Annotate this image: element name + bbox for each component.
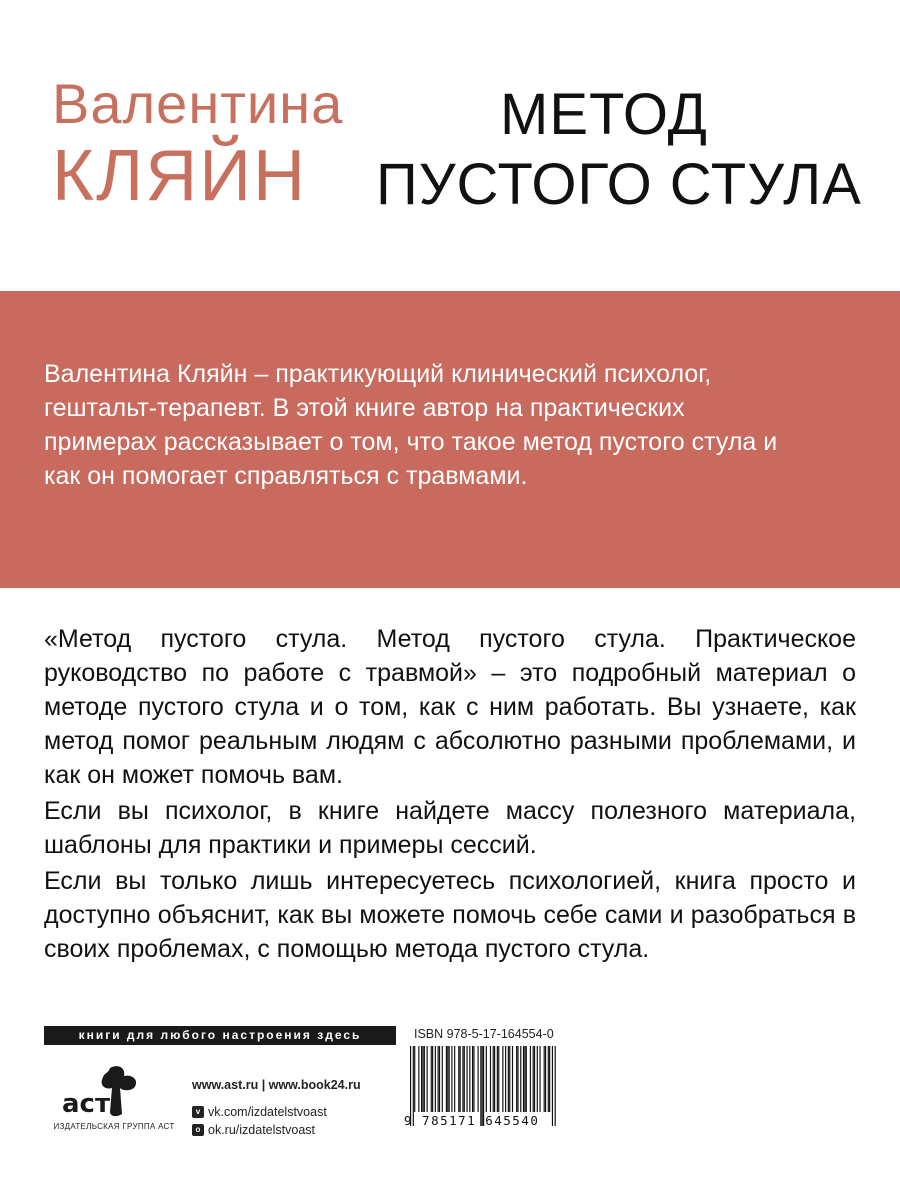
vk-link-text: vk.com/izdatelstvoast [208, 1105, 327, 1119]
barcode-bar [497, 1046, 498, 1112]
barcode-bar [498, 1046, 499, 1112]
barcode-bar [486, 1046, 487, 1112]
author-bio-text: Валентина Кляйн – практикующий клинический психолог, гештальт-терапевт. В этой книге автор на практических примерах рассказывает о том, что такое метод пустого стула и как он помогает справляться с травмами. [44, 360, 778, 490]
barcode-bar [469, 1046, 470, 1112]
barcode-bar [427, 1046, 428, 1112]
barcode-bar [454, 1046, 455, 1112]
barcode-bar [421, 1046, 422, 1112]
barcode-bar [424, 1046, 425, 1112]
author-name [52, 72, 344, 216]
ok-link-text: ok.ru/izdatelstvoast [208, 1123, 315, 1137]
author-last-name: КЛЯЙН [52, 136, 307, 216]
barcode-bar [534, 1046, 535, 1112]
barcode-bar [544, 1046, 545, 1112]
barcode-bar [512, 1046, 513, 1112]
barcode-bar [539, 1046, 540, 1112]
barcode-bar [523, 1046, 524, 1112]
publisher-tagline: книги для любого настроения здесь [44, 1026, 396, 1045]
description-paragraph-3: Если вы только лишь интересуетесь психологией, книга просто и доступно объяснит, как вы можете помочь себе сами и разобраться в своих проблемах, с помощью метода пустого стула. [44, 867, 856, 963]
book-title-line-2: ПУСТОГО СТУЛА [376, 152, 862, 217]
barcode-bar [466, 1046, 467, 1112]
barcode-bar [524, 1046, 525, 1112]
author-bio-band [0, 291, 900, 588]
barcode-digits: 9 785171 645540 [404, 1113, 540, 1128]
social-links [192, 1103, 327, 1139]
barcode-bar [473, 1046, 474, 1112]
vk-icon: v [192, 1106, 204, 1118]
barcode-bar [472, 1046, 473, 1112]
ok-link[interactable] [192, 1121, 327, 1139]
barcode-bar [477, 1046, 478, 1112]
barcode-bar [438, 1046, 439, 1112]
barcode-bar [490, 1046, 491, 1112]
publisher-websites: www.ast.ru | www.book24.ru [192, 1078, 361, 1092]
barcode-bar [549, 1046, 550, 1112]
barcode-bar [446, 1046, 447, 1112]
barcode-bar [509, 1046, 510, 1112]
author-first-name: Валентина [52, 72, 344, 135]
barcode-bar [414, 1046, 415, 1112]
barcode-bar [520, 1046, 521, 1112]
barcode-bar [493, 1046, 494, 1112]
barcode-bar [548, 1046, 549, 1112]
publisher-name: ИЗДАТЕЛЬСКАЯ ГРУППА АСТ [53, 1122, 175, 1131]
barcode-bar [418, 1046, 419, 1112]
book-description [44, 622, 856, 968]
barcode-bar [447, 1046, 448, 1112]
barcode-bar [458, 1046, 459, 1112]
barcode-bar [508, 1046, 509, 1112]
barcode-bar [530, 1046, 531, 1112]
ast-logo [60, 1062, 142, 1120]
barcode-bar [545, 1046, 546, 1112]
barcode-bar [451, 1046, 452, 1112]
barcode-bar [449, 1046, 450, 1112]
barcode-bar [462, 1046, 463, 1112]
description-paragraph-2: Если вы психолог, в книге найдете массу полезного материала, шаблоны для практики и примеры сессий. [44, 797, 856, 859]
book-title [376, 80, 876, 220]
barcode-bar [526, 1046, 527, 1112]
barcode-bar [533, 1046, 534, 1112]
barcode-bar [494, 1046, 495, 1112]
barcode-bar [431, 1046, 432, 1112]
isbn-label: ISBN 978-5-17-164554-0 [414, 1027, 554, 1041]
book-title-line-1: МЕТОД [500, 82, 708, 147]
barcode-bar [502, 1046, 503, 1112]
ok-icon: o [192, 1124, 204, 1136]
barcode-bar [505, 1046, 506, 1112]
barcode-bar [435, 1046, 436, 1112]
barcode-bar [422, 1046, 423, 1112]
ast-logo-text: аст [62, 1089, 111, 1119]
description-paragraph-1: «Метод пустого стула. Метод пустого стула. Практическое руководство по работе с травмой» – это подробный материал о методе пустого стула и о том, как с ним работать. Вы узнаете, как метод помог реальным людям с абсолютно разными проблемами, и как он может помочь вам. [44, 625, 856, 789]
barcode-bar [439, 1046, 440, 1112]
barcode-bar [537, 1046, 538, 1112]
barcode-bar [442, 1046, 443, 1112]
barcode-bar [516, 1046, 517, 1112]
barcode-bar [432, 1046, 433, 1112]
barcode-bar [517, 1046, 518, 1112]
barcode-bar [460, 1046, 461, 1112]
vk-link[interactable] [192, 1103, 327, 1121]
barcode-bar [464, 1046, 465, 1112]
